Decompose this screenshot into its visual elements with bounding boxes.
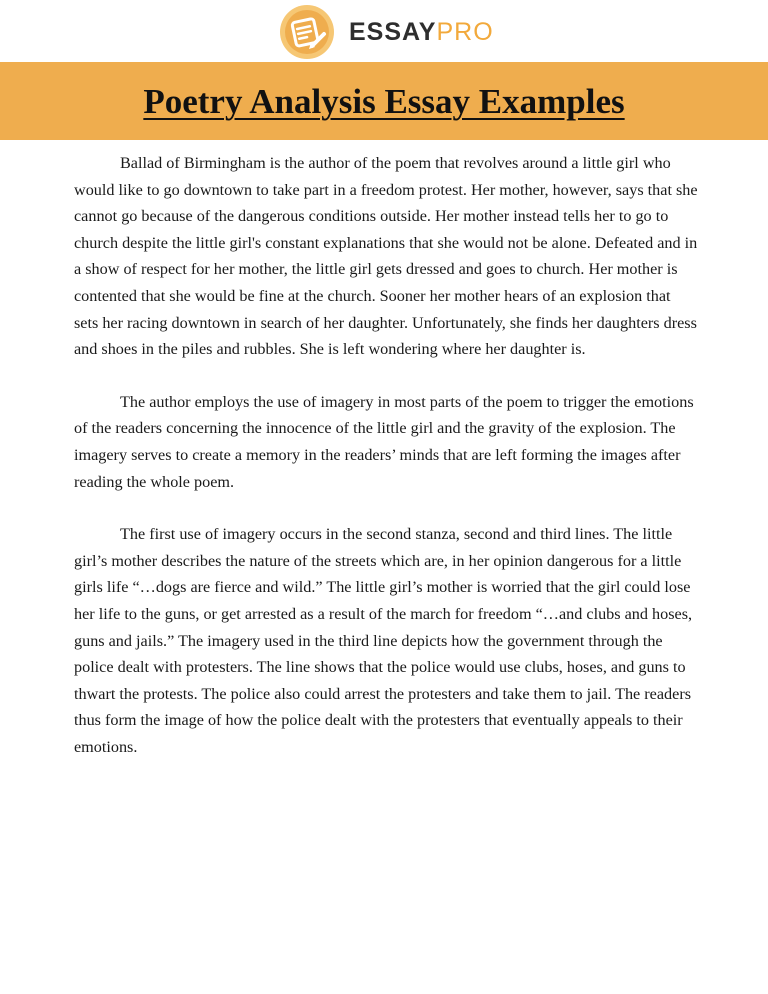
pencil-note-icon (279, 4, 335, 60)
brand-name-primary: ESSAY (349, 18, 437, 46)
brand-logo-text (349, 17, 494, 47)
brand-header (0, 0, 768, 62)
brand-name-accent: PRO (436, 18, 494, 46)
essay-paragraph: The author employs the use of imagery in most parts of the poem to trigger the emotions of the readers concerning the innocence of the little girl and the gravity of the explosion. The imagery serves to create a memory in the readers’ minds that are left forming the images after reading the whole poem. (74, 392, 694, 491)
title-banner (0, 62, 768, 140)
essay-paragraph: Ballad of Birmingham is the author of the poem that revolves around a little girl who would like to go downtown to take part in a freedom protest. Her mother, however, says that she cannot go because of the dangerous conditions outside. Her mother instead tells her to go to church despite the little girl's constant explanations that she would not be alone. Defeated and in a show of respect for her mother, the little girl gets dressed and goes to church. Her mother is contented that she would be fine at the church. Sooner her mother hears of an explosion that sets her racing downtown in search of her daughter. Unfortunately, she finds her daughters dress and shoes in the piles and rubbles. She is left wondering where her daughter is. (74, 154, 698, 359)
essay-paragraph: The first use of imagery occurs in the second stanza, second and third lines. The little girl’s mother describes the nature of the streets which are, in her opinion dangerous for a little girls life “…dogs are fierce and wild.” The little girl’s mother is worried that the girl could lose her life to the guns, or get arrested as a result of the march for freedom “…and clubs and hoses, guns and jails.” The imagery used in the third line depicts how the government through the police dealt with protesters. The line shows that the police would use clubs, hoses, and guns to thwart the protests. The police also could arrest the protesters and take them to jail. The readers thus form the image of how the police dealt with the protesters that eventually appeals to their emotions. (74, 525, 693, 756)
page-title: Poetry Analysis Essay Examples (143, 82, 625, 121)
essay-body (74, 150, 698, 786)
